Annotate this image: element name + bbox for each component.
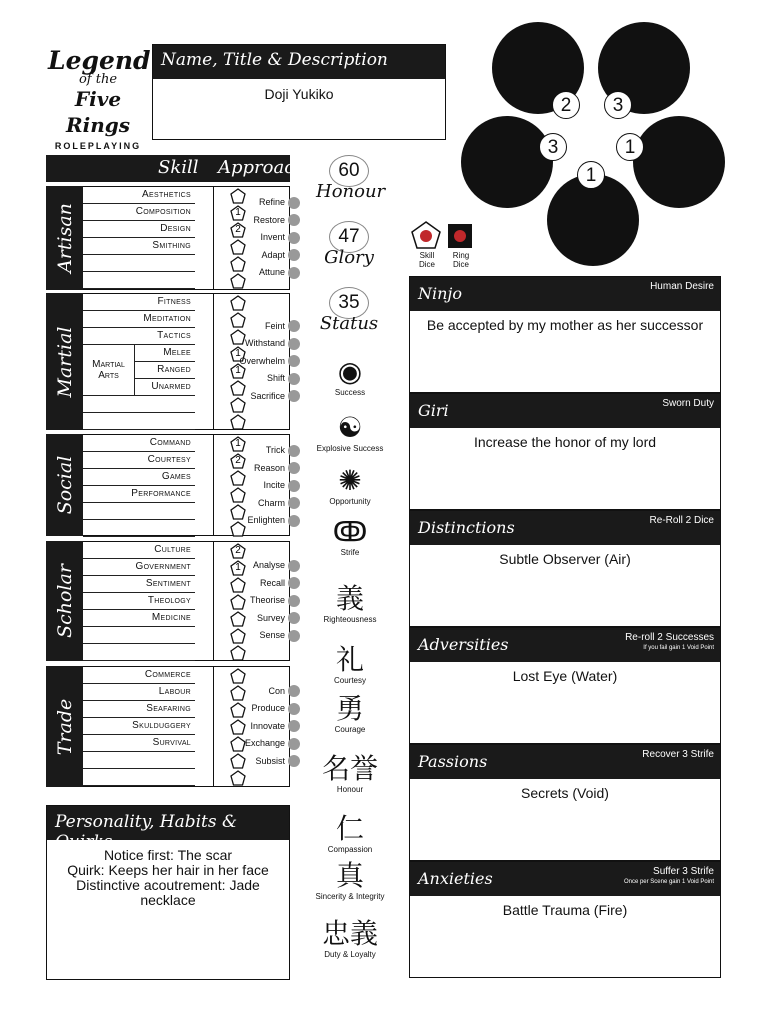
approach-label: Refine [258, 197, 285, 208]
approach-label: Shift [266, 373, 285, 384]
skill-row[interactable] [135, 362, 195, 379]
approach-label: Sense [259, 630, 285, 641]
approach-label: Exchange [244, 738, 285, 749]
skill-row[interactable] [83, 644, 195, 661]
approach-restore[interactable] [216, 213, 300, 227]
skill-row[interactable] [83, 752, 195, 769]
panel-header [410, 862, 720, 896]
ring-element-icon [288, 595, 300, 607]
approach-label: Incite [263, 480, 285, 490]
approach-charm[interactable] [216, 496, 300, 510]
ring-element-icon [288, 338, 300, 350]
panel-header [410, 277, 720, 311]
name-label: Name, Title & Description [153, 45, 445, 79]
skill-row[interactable] [83, 255, 195, 272]
panel-field[interactable]: Subtle Observer (Air) [499, 551, 631, 567]
skill-name: Games [161, 471, 191, 482]
panel-field[interactable]: Secrets (Void) [521, 785, 609, 801]
skill-row[interactable] [83, 718, 195, 735]
approach-theorise[interactable] [216, 593, 300, 607]
symbol-label: Courage [334, 725, 366, 734]
panel-header [410, 511, 720, 545]
panel-title: Distinctions [418, 518, 515, 537]
symbol-icon: ◉ [337, 356, 363, 387]
skill-row[interactable] [83, 520, 195, 537]
symbol-sincerity-integrity [306, 860, 394, 901]
approach-sacrifice[interactable] [216, 389, 300, 403]
skill-rank-value: 1 [235, 562, 241, 573]
skill-header [46, 155, 306, 182]
symbol-icon: 忠義 [321, 918, 378, 949]
water-ring-value[interactable]: 3 [604, 91, 632, 119]
ring-element-icon [288, 249, 300, 261]
approach-label: Attune [258, 267, 285, 278]
symbol-label: Success [334, 388, 366, 397]
panel-rule: Re-roll 2 Successes [625, 632, 714, 643]
panel-title: Passions [418, 752, 488, 771]
approach-overwhelm[interactable] [216, 354, 300, 368]
void-ring-value[interactable]: 1 [577, 161, 605, 189]
approach-shift[interactable] [216, 371, 300, 385]
honour-value[interactable]: 60 [329, 155, 369, 187]
symbol-label: Opportunity [329, 497, 371, 506]
panel-header [410, 394, 720, 428]
personality-box [46, 805, 290, 980]
ring-element-icon [288, 373, 300, 385]
ring-element-icon [288, 267, 300, 279]
symbol-icon: ↂ [332, 516, 368, 547]
glory-value[interactable]: 47 [329, 221, 369, 253]
ring-element-icon [288, 232, 300, 244]
skill-rank[interactable] [230, 770, 246, 786]
panel-subrule: Once per Scene gain 1 Void Point [623, 879, 714, 885]
symbol-honour [306, 753, 394, 794]
approach-produce[interactable] [216, 701, 300, 715]
skill-group-body [83, 434, 290, 536]
panel-rule: Recover 3 Strife [642, 749, 714, 760]
approach-adapt[interactable] [216, 248, 300, 262]
skill-rank[interactable] [230, 645, 246, 661]
ring-element-icon [288, 755, 300, 767]
skill-group-title: Artisan [53, 203, 76, 273]
status-value[interactable]: 35 [329, 287, 369, 319]
panel-header [410, 745, 720, 779]
panel-header [410, 628, 720, 662]
skill-name: Government [135, 561, 191, 572]
skill-group-social [46, 434, 290, 536]
skill-row[interactable] [83, 486, 195, 503]
glory-stat [316, 221, 382, 268]
skill-name: Medicine [151, 612, 191, 623]
skill-column-label: Skill [158, 157, 199, 178]
panel-rule: Human Desire [650, 281, 714, 292]
skill-name: Fitness [157, 296, 191, 307]
ring-element-icon [288, 445, 300, 457]
skill-group-trade [46, 666, 290, 787]
skill-rank-value: 1 [235, 438, 241, 449]
panel-anxieties [409, 861, 721, 978]
symbol-icon: 義 [335, 583, 364, 614]
approach-label: Con [268, 685, 285, 696]
symbol-label: Honour [336, 785, 364, 794]
skill-group-body [83, 666, 290, 787]
approach-column-label: Approach [218, 157, 306, 178]
symbol-courage [306, 693, 394, 734]
skill-row[interactable] [83, 294, 195, 311]
panel-rule: Re-Roll 2 Dice [649, 515, 714, 526]
ring-dice-label: Ring Dice [452, 251, 470, 269]
ring-element-icon [288, 355, 300, 367]
panel-title: Adversities [418, 635, 509, 654]
rings-panel [455, 18, 730, 268]
approach-label: Reason [253, 462, 285, 473]
skill-row[interactable] [83, 576, 195, 593]
skill-row[interactable] [83, 328, 195, 345]
approach-label: Analyse [252, 560, 285, 571]
ring-element-icon [288, 214, 300, 226]
glory-label: Glory [324, 247, 374, 268]
personality-line: Quirk: Keeps her hair in her face [67, 862, 269, 878]
skill-name: Design [160, 223, 191, 234]
ring-element-icon [288, 515, 300, 527]
panel-field[interactable]: Battle Trauma (Fire) [502, 902, 628, 918]
approach-label: Enlighten [247, 515, 285, 525]
approach-withstand[interactable] [216, 336, 300, 350]
approach-invent[interactable] [216, 230, 300, 244]
skill-row[interactable] [83, 769, 195, 786]
skill-group-title: Social [53, 455, 76, 515]
approach-label: Charm [257, 497, 285, 508]
approach-label: Trick [265, 445, 285, 455]
skill-group-title: Scholar [53, 564, 76, 638]
ring-element-icon [288, 577, 300, 589]
name-box [152, 44, 446, 140]
symbol-label: Courtesy [333, 676, 366, 685]
approach-label: Recall [259, 577, 285, 588]
approach-reason[interactable] [216, 461, 300, 475]
skill-name: Ranged [157, 364, 191, 375]
symbol-opportunity [306, 465, 394, 506]
panel-passions [409, 744, 721, 861]
skill-name: Smithing [152, 240, 191, 251]
skill-group-title: Martial [53, 326, 76, 397]
approach-divider [213, 294, 214, 429]
skill-group-scholar [46, 541, 290, 661]
skill-name: Sentiment [145, 578, 191, 589]
symbol-strife [306, 516, 394, 557]
martial-arts-label: Martial Arts [83, 345, 135, 396]
skill-rank-value: 2 [235, 224, 241, 235]
skill-row[interactable] [83, 272, 195, 289]
skill-rank-value: 2 [235, 455, 241, 466]
honour-stat [316, 155, 386, 202]
approach-exchange[interactable] [216, 736, 300, 750]
skill-rank-value: 2 [235, 545, 241, 556]
honour-label: Honour [316, 181, 386, 202]
panel-rule: Sworn Duty [662, 398, 714, 409]
symbol-icon: 真 [335, 860, 364, 891]
skill-group-label [46, 666, 83, 787]
skill-row[interactable] [83, 542, 195, 559]
ring-element-icon [288, 560, 300, 572]
skill-row[interactable] [83, 701, 195, 718]
skill-name: Command [149, 437, 191, 448]
symbol-duty-loyalty [306, 918, 394, 959]
approach-trick[interactable] [216, 443, 300, 457]
ring-element-icon [288, 462, 300, 474]
panel-field[interactable]: Increase the honor of my lord [473, 434, 657, 450]
panel-ninjo [409, 276, 721, 393]
skill-group-label [46, 541, 83, 661]
symbol-icon: ☯ [337, 412, 363, 443]
panel-title: Giri [418, 401, 449, 420]
air-ring-value[interactable]: 3 [539, 133, 567, 161]
skill-name: Melee [163, 347, 191, 358]
skill-name: Courtesy [147, 454, 191, 465]
symbol-compassion [306, 813, 394, 854]
approach-analyse[interactable] [216, 558, 300, 572]
approach-label: Survey [256, 612, 285, 623]
approach-subsist[interactable] [216, 754, 300, 768]
skill-row[interactable] [83, 221, 195, 238]
skill-name: Skulduggery [132, 720, 191, 731]
symbol-label: Compassion [327, 845, 373, 854]
panel-giri [409, 393, 721, 510]
skill-group-martial [46, 293, 290, 430]
approach-label: Restore [253, 214, 285, 225]
approach-label: Adapt [261, 249, 285, 260]
skill-dice-label: Skill Dice [418, 251, 435, 269]
skill-group-title: Trade [53, 698, 76, 755]
skill-dice-icon [410, 220, 442, 250]
approach-divider [213, 542, 214, 660]
skill-group-label [46, 293, 83, 430]
status-stat [316, 287, 382, 334]
skill-row[interactable] [83, 413, 195, 430]
skill-row[interactable] [83, 627, 195, 644]
skill-row[interactable] [83, 469, 195, 486]
skill-name: Labour [158, 686, 191, 697]
symbol-label: Duty & Loyalty [324, 950, 376, 959]
skill-group-label [46, 186, 83, 290]
ring-element-icon [288, 612, 300, 624]
skill-name: Seafaring [146, 703, 191, 714]
panel-subrule: If you fail gain 1 Void Point [643, 645, 714, 651]
skill-rank[interactable] [230, 543, 246, 559]
ring-element-icon [288, 685, 300, 697]
name-field[interactable]: Doji Yukiko [264, 86, 334, 102]
approach-divider [213, 667, 214, 786]
skill-row[interactable] [83, 452, 195, 469]
skill-name: Tactics [157, 330, 191, 341]
fire-ring-icon [633, 116, 725, 208]
approach-con[interactable] [216, 684, 300, 698]
ring-element-icon [288, 720, 300, 732]
panel-title: Ninjo [418, 284, 463, 303]
skill-group-body [83, 541, 290, 661]
ring-element-icon [288, 197, 300, 209]
symbol-icon: 仁 [335, 813, 364, 844]
symbol-icon: 礼 [335, 644, 364, 675]
ring-element-icon [288, 703, 300, 715]
ring-element-icon [288, 630, 300, 642]
approach-label: Produce [251, 703, 285, 714]
skill-row[interactable] [83, 667, 195, 684]
approach-survey[interactable] [216, 611, 300, 625]
skill-row[interactable] [83, 503, 195, 520]
skill-row[interactable] [83, 435, 195, 452]
skill-rank[interactable] [230, 295, 246, 311]
skill-row[interactable] [83, 684, 195, 701]
ring-element-icon [288, 738, 300, 750]
approach-label: Innovate [250, 720, 285, 731]
skill-row[interactable] [83, 311, 195, 328]
skill-row[interactable] [83, 204, 195, 221]
ring-element-icon [288, 497, 300, 509]
skill-name: Culture [154, 544, 191, 555]
skill-group-artisan [46, 186, 290, 290]
skill-row[interactable] [83, 187, 195, 204]
ring-element-icon [288, 390, 300, 402]
ring-element-icon [288, 480, 300, 492]
skill-name: Composition [135, 206, 191, 217]
approach-label: Sacrifice [250, 390, 285, 401]
personality-line: Notice first: The scar [103, 847, 233, 863]
skill-rank[interactable] [230, 668, 246, 684]
personality-label: Personality, Habits & Quirks [47, 806, 289, 840]
approach-enlighten[interactable] [216, 513, 300, 527]
approach-recall[interactable] [216, 576, 300, 590]
skill-rank-value: 1 [235, 207, 241, 218]
skill-row[interactable] [83, 559, 195, 576]
skill-group-label [46, 434, 83, 536]
symbol-righteousness [306, 583, 394, 624]
skill-name: Meditation [143, 313, 191, 324]
skill-row[interactable] [83, 610, 195, 627]
skill-group-body [83, 293, 290, 430]
skill-row[interactable] [135, 345, 195, 362]
fire-ring-value[interactable]: 1 [616, 133, 644, 161]
panel-field[interactable]: Lost Eye (Water) [512, 668, 618, 684]
panel-title: Anxieties [418, 869, 493, 888]
ring-dice-icon [448, 224, 472, 248]
air-ring-icon [461, 116, 553, 208]
skill-name: Commerce [144, 669, 191, 680]
approach-label: Overwhelm [239, 355, 285, 366]
panel-adversities [409, 627, 721, 744]
symbol-icon: 勇 [335, 693, 364, 724]
skill-row[interactable] [83, 396, 195, 413]
skill-name: Theology [147, 595, 191, 606]
symbol-success [306, 356, 394, 397]
ring-element-icon [288, 320, 300, 332]
approach-incite[interactable] [216, 478, 300, 492]
personality-line: Distinctive acoutrement: Jade necklace [76, 877, 260, 908]
panel-distinctions [409, 510, 721, 627]
skill-row[interactable] [83, 238, 195, 255]
skill-row[interactable] [135, 379, 195, 396]
approach-label: Feint [264, 320, 285, 331]
status-label: Status [319, 313, 379, 334]
skill-name: Performance [131, 488, 191, 499]
skill-name: Unarmed [151, 381, 191, 392]
skill-name: Survival [152, 737, 191, 748]
approach-label: Theorise [249, 595, 285, 606]
panel-field[interactable]: Be accepted by my mother as her successor [426, 317, 704, 333]
approach-label: Invent [260, 232, 285, 243]
approach-attune[interactable] [216, 265, 300, 279]
symbol-explosive-success [306, 412, 394, 453]
symbol-label: Righteousness [323, 615, 377, 624]
approach-innovate[interactable] [216, 719, 300, 733]
symbol-icon: 名誉 [321, 753, 378, 784]
skill-row[interactable] [83, 735, 195, 752]
skill-name: Aesthetics [142, 189, 191, 200]
skill-rank-value: 1 [235, 365, 241, 376]
approach-feint[interactable] [216, 319, 300, 333]
approach-sense[interactable] [216, 628, 300, 642]
symbol-label: Strife [340, 548, 360, 557]
approach-divider [213, 435, 214, 535]
approach-refine[interactable] [216, 195, 300, 209]
symbol-courtesy [306, 644, 394, 685]
approach-label: Subsist [255, 755, 285, 766]
panel-rule: Suffer 3 Strife [653, 866, 714, 877]
symbol-label: Explosive Success [316, 444, 384, 453]
skill-group-body [83, 186, 290, 290]
skill-rank[interactable] [230, 414, 246, 430]
game-logo: Legend of the Five Rings ROLEPLAYING [48, 46, 151, 151]
symbol-label: Sincerity & Integrity [315, 892, 385, 901]
skill-rank-value: 1 [235, 348, 241, 359]
earth-ring-value[interactable]: 2 [552, 91, 580, 119]
skill-row[interactable] [83, 593, 195, 610]
approach-label: Withstand [244, 338, 285, 349]
approach-divider [213, 187, 214, 289]
symbol-icon: ✺ [338, 465, 362, 496]
